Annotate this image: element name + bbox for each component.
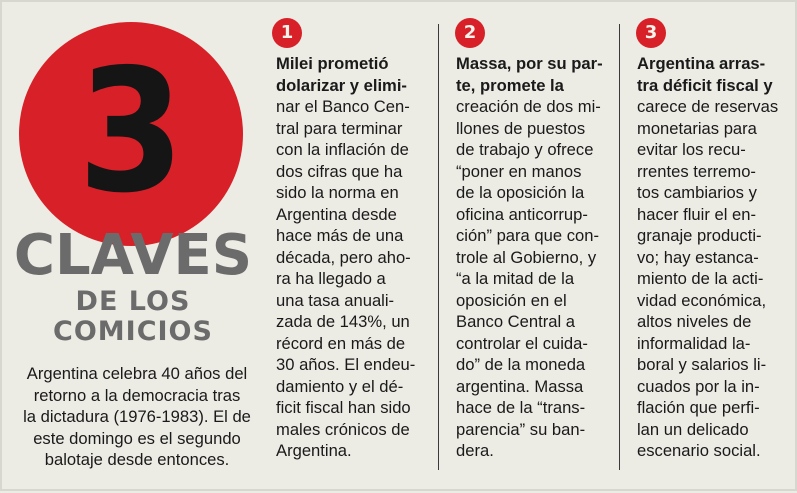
column-divider	[619, 24, 620, 470]
text-line: Argentina.	[276, 441, 352, 460]
key-point-1	[272, 2, 422, 493]
text-line: damiento y el dé-	[276, 376, 404, 396]
intro-paragraph	[12, 363, 262, 471]
text-line: hacer fluir el en-	[637, 204, 756, 224]
text-line: hace más de una	[276, 226, 404, 245]
text-line: zada de 143%, un	[276, 312, 410, 331]
text-line: boral y salarios li-	[637, 355, 767, 374]
text-line: do” de la moneda	[456, 355, 586, 374]
text-line: “poner en manos	[456, 161, 582, 181]
lead-line: dolarizar y elimi-	[276, 75, 407, 95]
text-line: una tasa anuali-	[276, 290, 395, 310]
text-line: Argentina desde	[276, 204, 397, 224]
text-line: granaje producti-	[637, 226, 762, 245]
text-line: controlar el cuida-	[456, 333, 588, 353]
lead-line: Milei prometió	[276, 54, 389, 73]
lead-line: tra déficit fiscal y	[637, 75, 773, 95]
text-line: ra ha llegado a	[276, 269, 386, 288]
text-line: miento de la acti-	[637, 269, 764, 288]
red-circle-badge	[19, 22, 243, 246]
text-line: cuados por la in-	[637, 376, 760, 396]
text-line: tos cambiarios y	[637, 183, 757, 202]
text-line: informalidad la-	[637, 333, 751, 353]
text-line: ficit fiscal han sido	[276, 398, 411, 417]
column-divider	[438, 24, 439, 470]
text-line: trole al Gobierno, y	[456, 247, 597, 267]
key-point-2	[452, 2, 604, 493]
text-line: con la inflación de	[276, 140, 409, 159]
key-point-3	[633, 2, 783, 493]
text-line: vidad económica,	[637, 290, 767, 310]
text-line: escenario social.	[637, 441, 761, 460]
text-line: rrentes terremo-	[637, 161, 756, 181]
big-number: 3	[77, 33, 185, 231]
text-line: vo; hay estanca-	[637, 247, 759, 267]
key-point-text	[637, 53, 787, 462]
text-line: de la oposición la	[456, 183, 585, 202]
lead-line: te, promete la	[456, 75, 564, 95]
key-point-text	[276, 53, 426, 462]
text-line: récord en más de	[276, 333, 406, 353]
text-line: evitar los recu-	[637, 140, 746, 159]
text-line: “a la mitad de la	[456, 269, 575, 288]
text-line: de trabajo y ofrece	[456, 140, 594, 159]
text-line: creación de dos mi-	[456, 97, 601, 116]
key-point-text	[456, 53, 606, 462]
text-line: década, pero aho-	[276, 247, 411, 267]
text-line: flación que perfi-	[637, 398, 760, 417]
title-de-los: DE LOS	[75, 286, 191, 317]
text-line: tral para terminar	[276, 118, 403, 138]
lead-line: Massa, por su par-	[456, 54, 603, 73]
text-line: males crónicos de	[276, 419, 410, 439]
text-line: dera.	[456, 441, 494, 460]
text-line: Banco Central a	[456, 312, 575, 331]
text-line: monetarias para	[637, 118, 757, 138]
text-line: 30 años. El endeu-	[276, 355, 416, 374]
text-line: ción” para que con-	[456, 226, 599, 245]
left-panel	[2, 2, 264, 493]
text-line: llones de puestos	[456, 118, 586, 138]
text-line: nar el Banco Cen-	[276, 97, 410, 116]
text-line: altos niveles de	[637, 312, 752, 331]
text-line: oficina anticorrup-	[456, 204, 588, 224]
text-line: lan un delicado	[637, 419, 749, 439]
text-line: sido la norma en	[276, 183, 399, 202]
text-line: parencia” su ban-	[456, 419, 586, 439]
text-line: carece de reservas	[637, 97, 779, 116]
number-badge: 1	[272, 18, 302, 48]
intro-line: retorno a la democracia tras	[33, 385, 241, 405]
title-claves: CLAVES	[13, 223, 253, 288]
intro-line: la dictadura (1976-1983). El de	[23, 407, 251, 426]
number-badge: 2	[455, 18, 485, 48]
text-line: argentina. Massa	[456, 376, 584, 396]
intro-line: balotaje desde entonces.	[44, 450, 230, 469]
intro-line: Argentina celebra 40 años del	[26, 364, 248, 383]
title-comicios: COMICIOS	[53, 316, 213, 347]
lead-line: Argentina arras-	[637, 54, 766, 73]
text-line: oposición en el	[456, 290, 567, 310]
text-line: hace de la “trans-	[456, 398, 586, 417]
text-line: dos cifras que ha	[276, 161, 403, 181]
number-badge: 3	[636, 18, 666, 48]
intro-line: este domingo es el segundo	[33, 428, 241, 448]
